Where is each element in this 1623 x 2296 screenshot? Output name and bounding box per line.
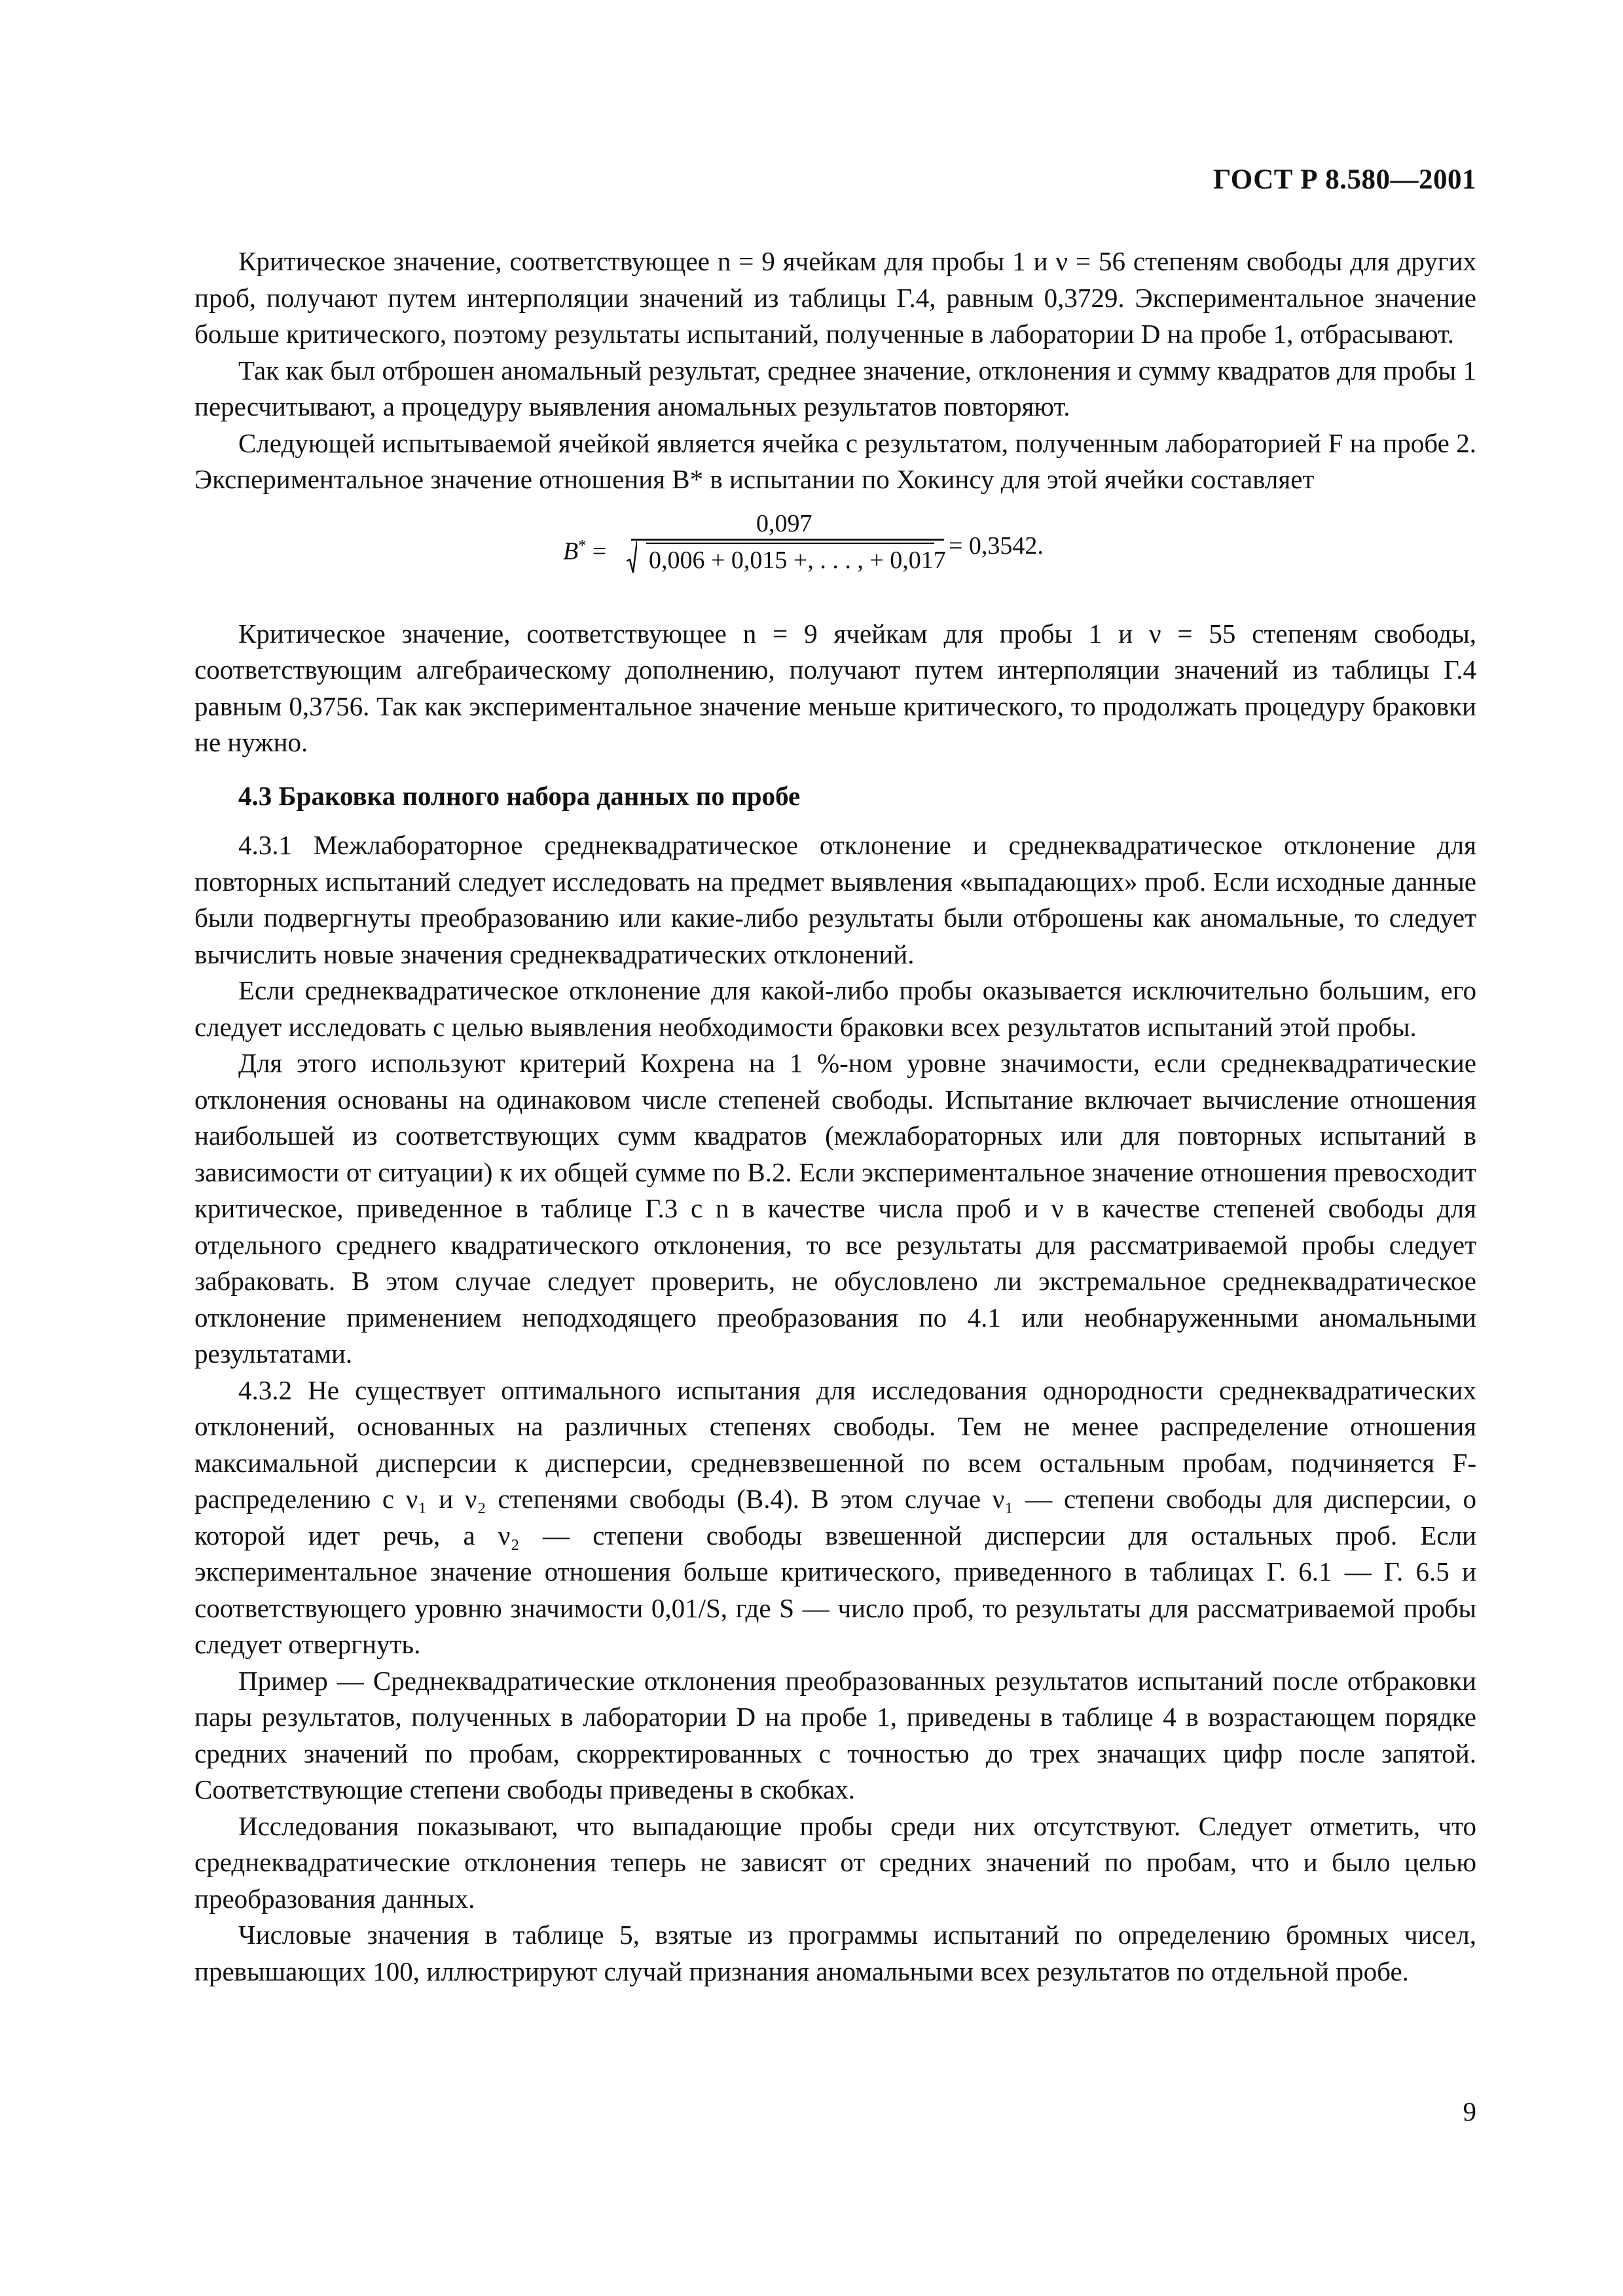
paragraph: 4.3.1 Межлабораторное среднеквадратическое отклонение и среднеквадратическое отклонение для повторных испытаний следует исследовать на предмет выявления «выпадающих» проб. Если исходные данные были подвергнуты преобразованию или какие-либо результаты были отброшены как аномальные, то следует вычислить новые значения среднеквадратических отклонений. (194, 830, 1476, 969)
paragraph: Критическое значение, соответствующее n = 9 ячейкам для пробы 1 и ν = 55 степеням свободы, соответствующим алгебраическому дополнению, получают путем интерполяции значений из таблицы Г.4 равным 0,3756. Так как экспериментальное значение меньше критического, то продолжать процедуру браковки не нужно. (194, 618, 1476, 757)
formula-lhs (563, 528, 606, 570)
paragraph: Исследования показывают, что выпадающие пробы среди них отсутствуют. Следует отметить, что среднеквадратические отклонения теперь не зависят от средних значений по пробам, что и было целью преобразования данных. (194, 1810, 1476, 1914)
paragraph: Если среднеквадратическое отклонение для какой-либо пробы оказывается исключительно большим, его следует исследовать с целью выявления необходимости браковки всех результатов испытаний этой пробы. (194, 975, 1476, 1042)
sqrt-sign-icon (627, 540, 637, 574)
paragraph: Критическое значение, соответствующее n = 9 ячейкам для пробы 1 и ν = 56 степеням свободы для других проб, получают путем интерполяции значений из таблицы Г.4, равным 0,3729. Экспериментальное значение больше критического, поэтому результаты испытаний, полученные в лаборатории D на пробе 1, отбрасывают. (194, 246, 1476, 349)
paragraph: Пример — Среднеквадратические отклонения преобразованных результатов испытаний после отбраковки пары результатов, полученных в лаборатории D на пробе 1, приведены в таблице 4 в возрастающем порядке средних значений по пробам, скорректированных с точностью до трех значащих цифр после запятой. Соответствующие степени свободы приведены в скобках. (194, 1665, 1476, 1804)
formula-lhs-sup: * (578, 537, 587, 554)
section-heading: 4.3 Браковка полного набора данных по пробе (238, 780, 801, 811)
paragraph: 4.3.2 Не существует оптимального испытания для исследования однородности среднеквадратических отклонений, основанных на различных степенях свободы. Тем не менее распределение отношения максимальной дисперсии к дисперсии, средневзвешенной по всем остальным пробам, подчиняется F-распределению с ν₁ и ν₂ степенями свободы (В.4). В этом случае ν₁ — степени свободы для дисперсии, о которой идет речь, а ν₂ — степени свободы взвешенной дисперсии для остальных проб. Если экспериментальное значение отношения больше критического, приведенного в таблицах Г. 6.1 — Г. 6.5 и соответствующего уровню значимости 0,01/S, где S — число проб, то результаты для рассматриваемой пробы следует отвергнуть. (194, 1374, 1476, 1659)
page-body (194, 243, 1476, 1990)
paragraph: Числовые значения в таблице 5, взятые из программы испытаний по определению бромных чисел, превышающих 100, иллюстрируют случай признания аномальными всех результатов по отдельной пробе. (194, 1920, 1476, 1986)
document-header: ГОСТ Р 8.580—2001 (1213, 164, 1476, 195)
formula-equals: = (592, 537, 607, 565)
fraction-bar (631, 539, 944, 541)
formula-lhs-symbol: B (563, 537, 579, 565)
formula-denominator: 0,006 + 0,015 +, . . . , + 0,017 (649, 546, 946, 574)
hawkins-formula (194, 510, 1476, 588)
paragraph: Так как был отброшен аномальный результат, среднее значение, отклонения и сумму квадратов для пробы 1 пересчитывают, а процедуру выявления аномальных результатов повторяют. (194, 355, 1476, 422)
paragraph: Для этого используют критерий Кохрена на 1 %-ном уровне значимости, если среднеквадратические отклонения основаны на одинаковом числе степеней свободы. Испытание включает вычисление отношения наибольшей из соответствующих сумм квадратов (межлабораторных или для повторных испытаний в зависимости от ситуации) к их общей сумме по В.2. Если экспериментальное значение отношения превосходит критическое, приведенное в таблице Г.3 с n в качестве числа проб и ν в качестве степеней свободы для отдельного среднего квадратического отклонения, то все результаты для рассматриваемой пробы следует забраковать. В этом случае следует проверить, не обусловлено ли экстремальное среднеквадратическое отклонение применением неподходящего преобразования по 4.1 или необнаруженными аномальными результатами. (194, 1048, 1476, 1369)
formula-numerator: 0,097 (756, 509, 812, 537)
formula-result: = 0,3542. (949, 531, 1044, 560)
paragraph: Следующей испытываемой ячейкой является ячейка с результатом, полученным лабораторией F на пробе 2. Экспериментальное значение отношения B* в испытании по Хокинсу для этой ячейки составляет (194, 427, 1476, 494)
page-number: 9 (1463, 2096, 1476, 2126)
